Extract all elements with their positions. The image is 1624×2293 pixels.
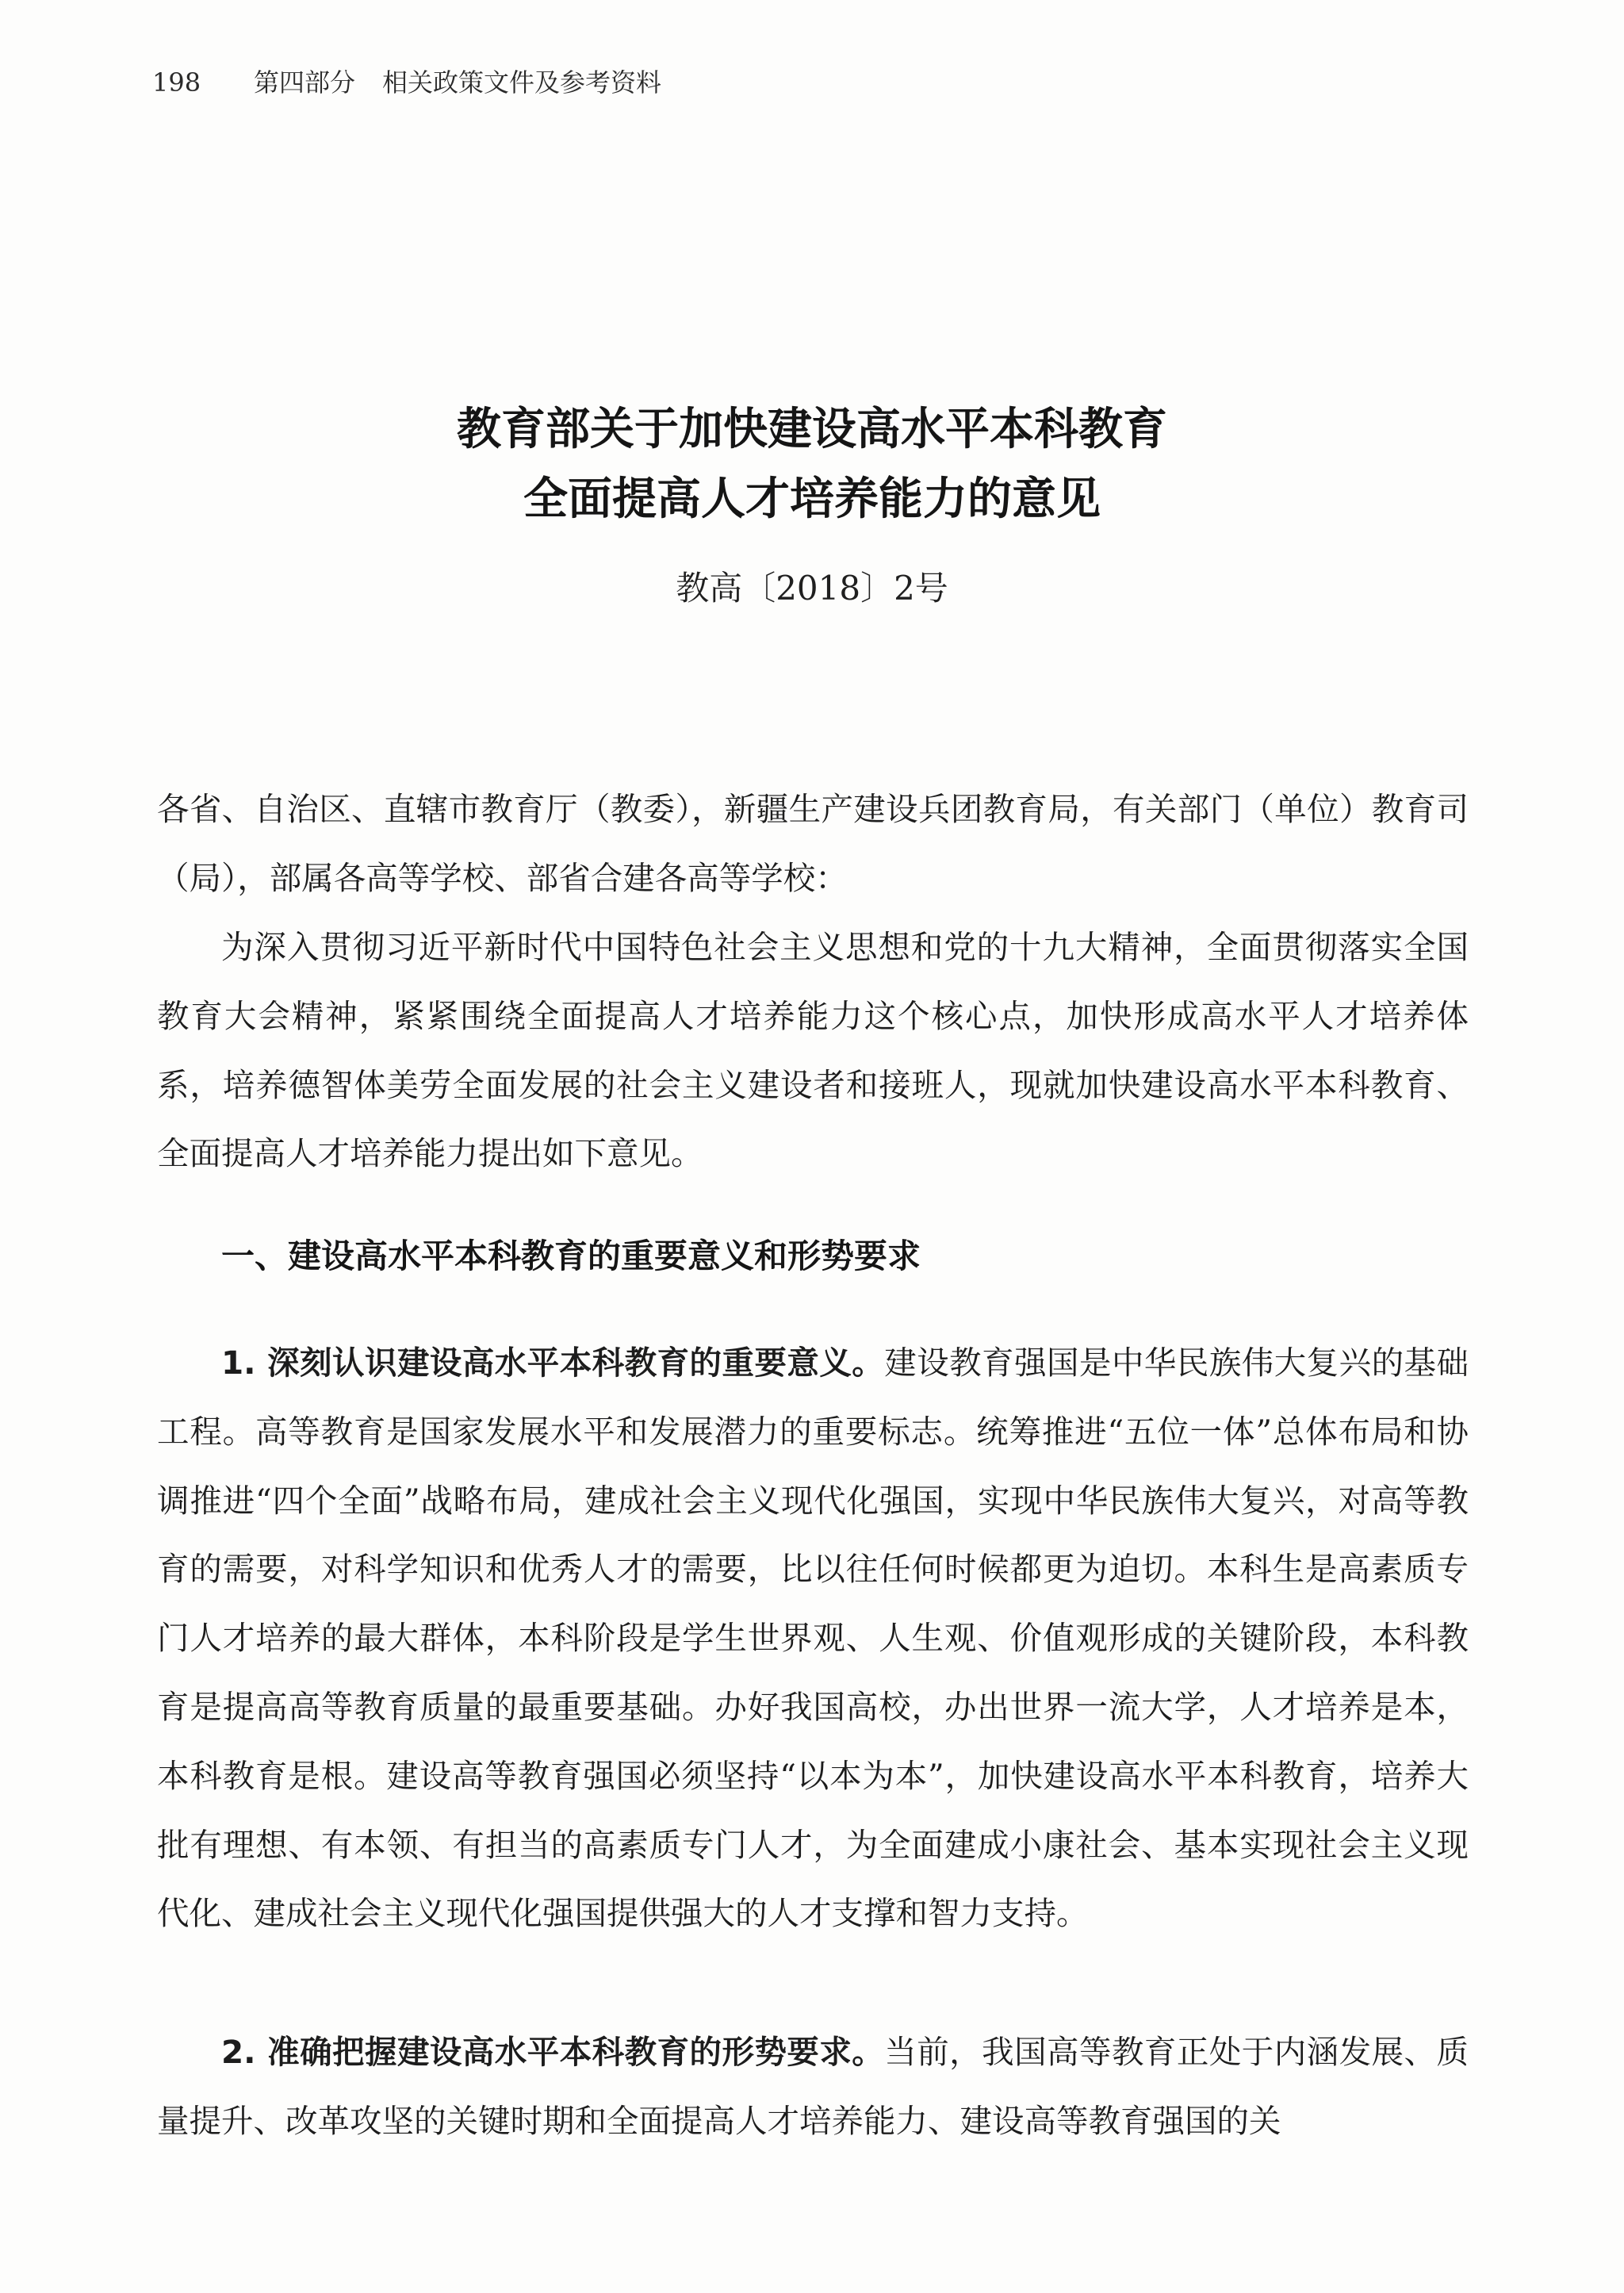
running-head <box>152 67 661 98</box>
intro-paragraph: 为深入贯彻习近平新时代中国特色社会主义思想和党的十九大精神，全面贯彻落实全国教育大会精神，紧紧围绕全面提高人才培养能力这个核心点，加快形成高水平人才培养体系，培养德智体美劳全面发展的社会主义建设者和接班人，现就加快建设高水平本科教育、全面提高人才培养能力提出如下意见。 <box>157 928 1469 1173</box>
section-heading: 一、建设高水平本科教育的重要意义和形势要求 <box>221 1237 921 1275</box>
page-number: 198 <box>152 67 201 98</box>
document-title-line-2: 全面提高人才培养能力的意见 <box>523 474 1101 525</box>
paragraph-item-2 <box>157 2018 1469 2156</box>
paragraph-item-1 <box>157 1329 1469 1948</box>
item-1-lead: 1. 深刻认识建设高水平本科教育的重要意义。 <box>221 1344 885 1382</box>
document-number: 教高〔2018〕2号 <box>676 569 948 608</box>
part-label: 第四部分 <box>254 67 356 98</box>
item-1-text: 建设教育强国是中华民族伟大复兴的基础工程。高等教育是国家发展水平和发展潜力的重要标志。统筹推进“五位一体”总体布局和协调推进“四个全面”战略布局，建成社会主义现代化强国，实现中华民族伟大复兴，对高等教育的需要，对科学知识和优秀人才的需要，比以往任何时候都更为迫切。本科生是高素质专门人才培养的最大群体，本科阶段是学生世界观、人生观、价值观形成的关键阶段，本科教育是提高高等教育质量的最重要基础。办好我国高校，办出世界一流大学，人才培养是本，本科教育是根。建设高等教育强国必须坚持“以本为本”，加快建设高水平本科教育，培养大批有理想、有本领、有担当的高素质专门人才，为全面建成小康社会、基本实现社会主义现代化、建成社会主义现代化强国提供强大的人才支撑和智力支持。 <box>157 1344 1469 1933</box>
item-2-text: 当前，我国高等教育正处于内涵发展、质量提升、改革攻坚的关键时期和全面提高人才培养能力、建设高等教育强国的关 <box>157 2033 1469 2140</box>
item-2-lead: 2. 准确把握建设高水平本科教育的形势要求。 <box>221 2033 885 2071</box>
section-label: 相关政策文件及参考资料 <box>382 67 662 98</box>
document-title-line-1: 教育部关于加快建设高水平本科教育 <box>457 404 1167 455</box>
salutation: 各省、自治区、直辖市教育厅（教委），新疆生产建设兵团教育局，有关部门（单位）教育司（局），部属各高等学校、部省合建各高等学校： <box>157 790 1469 897</box>
